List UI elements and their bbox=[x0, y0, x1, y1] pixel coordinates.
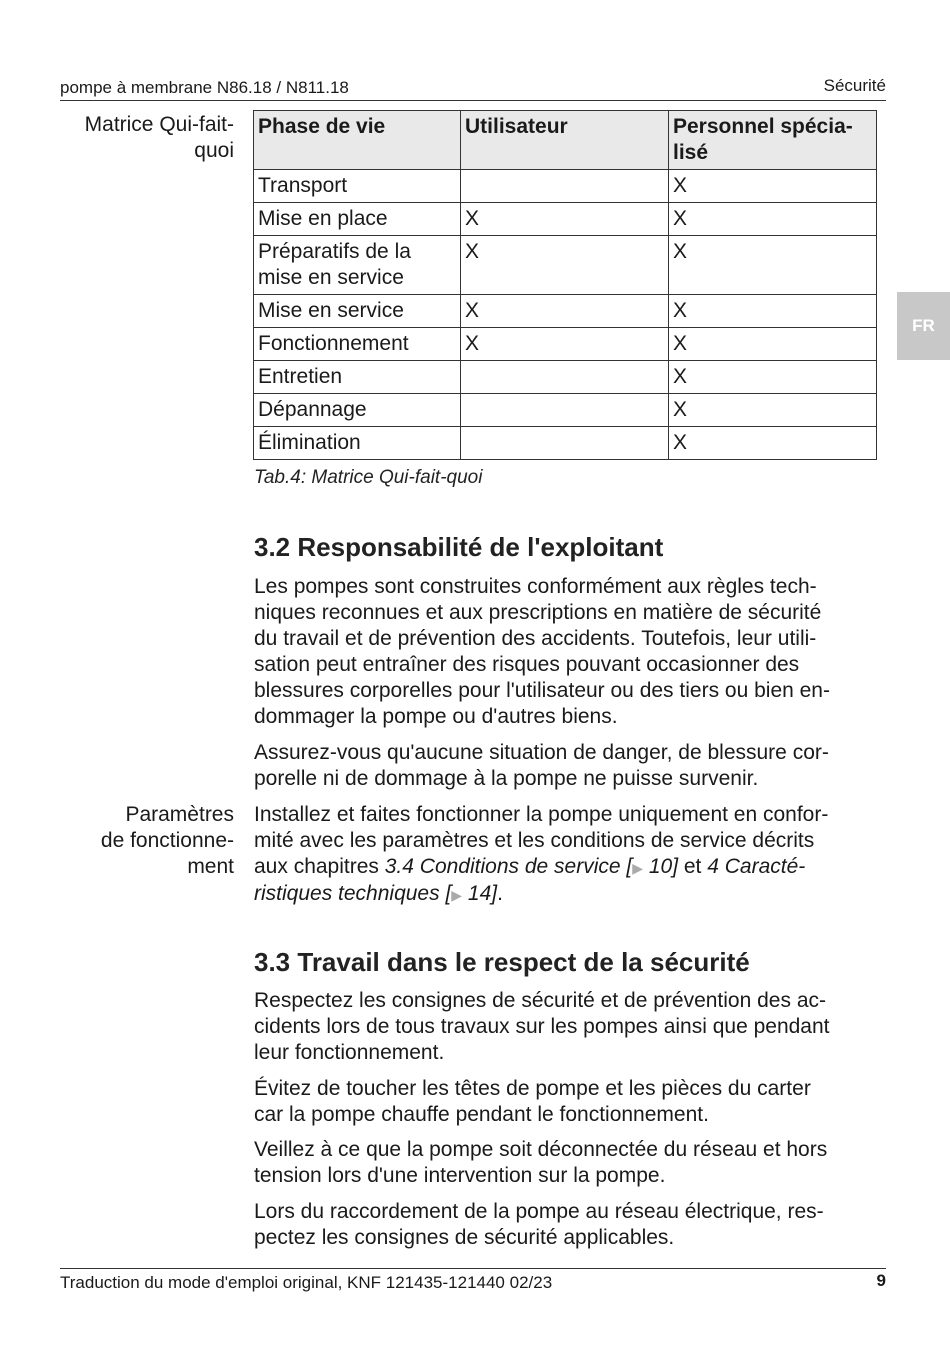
table-row bbox=[254, 394, 877, 427]
text-line: porelle ni de dommage à la pompe ne puisse survenir. bbox=[254, 767, 759, 790]
text-line: sation peut entraîner des risques pouvant occasionner des bbox=[254, 653, 800, 676]
cell-user: X bbox=[461, 236, 669, 295]
table-row bbox=[254, 170, 877, 203]
paragraph-3-2-3 bbox=[254, 802, 878, 908]
page-arrow-icon: ▶ bbox=[632, 860, 643, 876]
cell-phase: Entretien bbox=[254, 361, 461, 394]
text-line: dommager la pompe ou d'autres biens. bbox=[254, 705, 618, 728]
link-text: 4 Caracté- bbox=[707, 855, 806, 878]
cell-specialist: X bbox=[669, 328, 877, 361]
language-tab: FR bbox=[897, 292, 950, 360]
text-line: mité avec les paramètres et les conditions de service décrits bbox=[254, 829, 815, 852]
cell-specialist: X bbox=[669, 203, 877, 236]
cell-phase: Fonctionnement bbox=[254, 328, 461, 361]
text-line: car la pompe chauffe pendant le fonctionnement. bbox=[254, 1103, 709, 1126]
cell-user bbox=[461, 427, 669, 460]
table-row bbox=[254, 328, 877, 361]
header-section-name: Sécurité bbox=[823, 76, 886, 95]
paragraph-3-3-4 bbox=[254, 1199, 878, 1251]
margin-label-line: de fonctionne- bbox=[100, 829, 234, 852]
margin-label-parameters bbox=[58, 802, 234, 880]
page-footer bbox=[60, 1268, 886, 1292]
page-arrow-icon: ▶ bbox=[451, 887, 463, 903]
table-caption: Tab.4: Matrice Qui-fait-quoi bbox=[254, 467, 483, 488]
margin-label-matrix bbox=[58, 112, 234, 164]
cell-phase: Dépannage bbox=[254, 394, 461, 427]
cell-phase: Mise en place bbox=[254, 203, 461, 236]
footer-text: Traduction du mode d'emploi original, KNF 121435-121440 02/23 bbox=[60, 1273, 553, 1292]
header-user: Utilisateur bbox=[461, 111, 669, 170]
cell-specialist: X bbox=[669, 295, 877, 328]
table-row bbox=[254, 361, 877, 394]
text-line: niques reconnues et aux prescriptions en matière de sécurité bbox=[254, 601, 822, 624]
table-row bbox=[254, 427, 877, 460]
text-line: pectez les consignes de sécurité applicables. bbox=[254, 1226, 675, 1249]
header-specialist-text: Personnel spécia- lisé bbox=[673, 115, 853, 164]
text-line: Les pompes sont construites conformément aux règles tech- bbox=[254, 575, 817, 598]
page-header bbox=[60, 76, 886, 101]
text-fragment: et bbox=[678, 855, 708, 878]
table-row bbox=[254, 295, 877, 328]
margin-label-line: ment bbox=[187, 855, 234, 878]
section-heading-3-2: 3.2 Responsabilité de l'exploitant bbox=[254, 532, 664, 562]
link-page: 10] bbox=[643, 855, 679, 878]
section-heading-3-3: 3.3 Travail dans le respect de la sécurité bbox=[254, 947, 750, 977]
text-line: Veillez à ce que la pompe soit déconnectée du réseau et hors bbox=[254, 1138, 828, 1161]
text-line: Installez et faites fonctionner la pompe uniquement en confor- bbox=[254, 803, 829, 826]
text-line: Évitez de toucher les têtes de pompe et les pièces du carter bbox=[254, 1077, 811, 1100]
cell-specialist: X bbox=[669, 361, 877, 394]
margin-label-line: Matrice Qui-fait- bbox=[84, 113, 234, 136]
table-row bbox=[254, 203, 877, 236]
cell-phase: Transport bbox=[254, 170, 461, 203]
cell-specialist: X bbox=[669, 394, 877, 427]
margin-label-line: Paramètres bbox=[125, 803, 234, 826]
text-line: blessures corporelles pour l'utilisateur ou des tiers ou bien en- bbox=[254, 679, 830, 702]
paragraph-3-2-2 bbox=[254, 740, 878, 792]
responsibility-matrix-table bbox=[253, 110, 877, 460]
cell-user bbox=[461, 361, 669, 394]
text-line: cidents lors de tous travaux sur les pompes ainsi que pendant bbox=[254, 1015, 830, 1038]
paragraph-3-2-1 bbox=[254, 574, 878, 730]
cell-user bbox=[461, 170, 669, 203]
table-header-row bbox=[254, 111, 877, 170]
cell-phase: Mise en service bbox=[254, 295, 461, 328]
cell-user: X bbox=[461, 203, 669, 236]
header-specialist bbox=[669, 111, 877, 170]
cell-phase: Élimination bbox=[254, 427, 461, 460]
text-line: Respectez les consignes de sécurité et de prévention des ac- bbox=[254, 989, 826, 1012]
header-phase: Phase de vie bbox=[254, 111, 461, 170]
table-row bbox=[254, 236, 877, 295]
cell-phase: Préparatifs de la mise en service bbox=[254, 236, 461, 295]
page-number: 9 bbox=[876, 1271, 886, 1290]
text-fragment: . bbox=[497, 882, 503, 905]
cell-specialist: X bbox=[669, 170, 877, 203]
text-line: tension lors d'une intervention sur la pompe. bbox=[254, 1164, 666, 1187]
cell-specialist: X bbox=[669, 427, 877, 460]
text-line: Assurez-vous qu'aucune situation de danger, de blessure cor- bbox=[254, 741, 829, 764]
cell-user: X bbox=[461, 295, 669, 328]
text-line: du travail et de prévention des accidents. Toutefois, leur utili- bbox=[254, 627, 817, 650]
paragraph-3-3-1 bbox=[254, 988, 878, 1066]
table-body bbox=[254, 170, 877, 460]
margin-label-line: quoi bbox=[194, 139, 234, 162]
paragraph-3-3-2 bbox=[254, 1076, 878, 1128]
cell-user bbox=[461, 394, 669, 427]
header-document-title: pompe à membrane N86.18 / N811.18 bbox=[60, 78, 349, 97]
cell-user: X bbox=[461, 328, 669, 361]
link-page: 14] bbox=[462, 882, 498, 905]
text-line: leur fonctionnement. bbox=[254, 1041, 445, 1064]
link-conditions-de-service[interactable] bbox=[385, 855, 678, 878]
link-text: 3.4 Conditions de service [ bbox=[384, 855, 633, 878]
paragraph-3-3-3 bbox=[254, 1137, 878, 1189]
text-line: Lors du raccordement de la pompe au réseau électrique, res- bbox=[254, 1200, 824, 1223]
text-line: aux chapitres bbox=[254, 855, 385, 878]
cell-specialist: X bbox=[669, 236, 877, 295]
link-text: ristiques techniques [ bbox=[254, 882, 452, 905]
